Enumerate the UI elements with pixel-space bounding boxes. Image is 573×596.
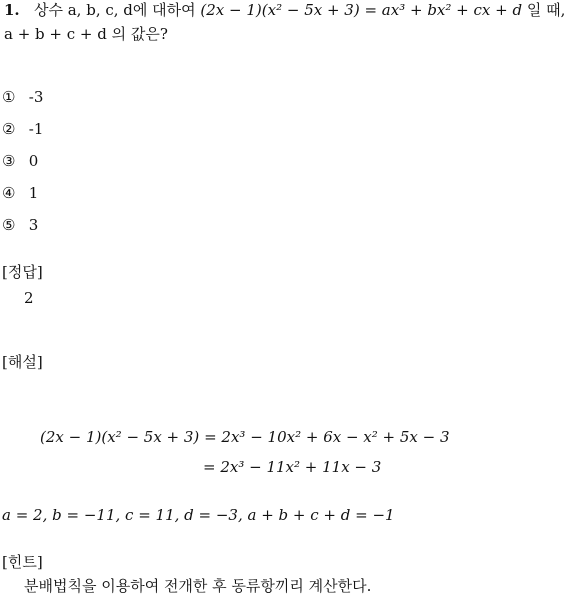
option-value: -3 xyxy=(28,88,44,106)
option-3[interactable] xyxy=(2,151,38,171)
question-line-2: a + b + c + d 의 값은? xyxy=(4,25,168,43)
option-marker: ② xyxy=(2,120,16,138)
eq1-rhs: = 2x³ − 10x² + 6x − x² + 5x − 3 xyxy=(204,428,450,446)
option-value: 0 xyxy=(28,152,39,170)
hint-text: 분배법칙을 이용하여 전개한 후 동류항끼리 계산한다. xyxy=(24,577,372,595)
option-marker: ④ xyxy=(2,184,16,202)
question-line-1 xyxy=(4,0,565,20)
answer-value: 2 xyxy=(24,289,34,307)
explanation-label: [해설] xyxy=(2,353,43,371)
eq1-lhs: (2x − 1)(x² − 5x + 3) xyxy=(40,428,200,446)
hint-label: [힌트] xyxy=(2,553,43,571)
question-stem: 상수 a, b, c, d에 대하여 xyxy=(33,1,196,19)
option-2[interactable] xyxy=(2,119,43,139)
eq2-rhs: = 2x³ − 11x² + 11x − 3 xyxy=(203,458,382,476)
option-value: 3 xyxy=(28,216,39,234)
question-equation: (2x − 1)(x² − 5x + 3) = ax³ + bx² + cx + d xyxy=(200,1,523,19)
option-4[interactable] xyxy=(2,183,38,203)
option-5[interactable] xyxy=(2,215,38,235)
option-marker: ③ xyxy=(2,152,16,170)
explanation-eq-line-1 xyxy=(40,427,450,447)
explanation-eq-line-2 xyxy=(203,457,381,477)
option-value: -1 xyxy=(28,120,44,138)
option-marker: ⑤ xyxy=(2,216,16,234)
option-marker: ① xyxy=(2,88,16,106)
question-number: 1. xyxy=(4,1,20,19)
question-stem-tail: 일 때, xyxy=(526,1,566,19)
option-1[interactable] xyxy=(2,87,43,107)
explanation-result: a = 2, b = −11, c = 11, d = −3, a + b + c + d = −1 xyxy=(2,506,395,524)
answer-label: [정답] xyxy=(2,263,43,281)
option-value: 1 xyxy=(28,184,39,202)
